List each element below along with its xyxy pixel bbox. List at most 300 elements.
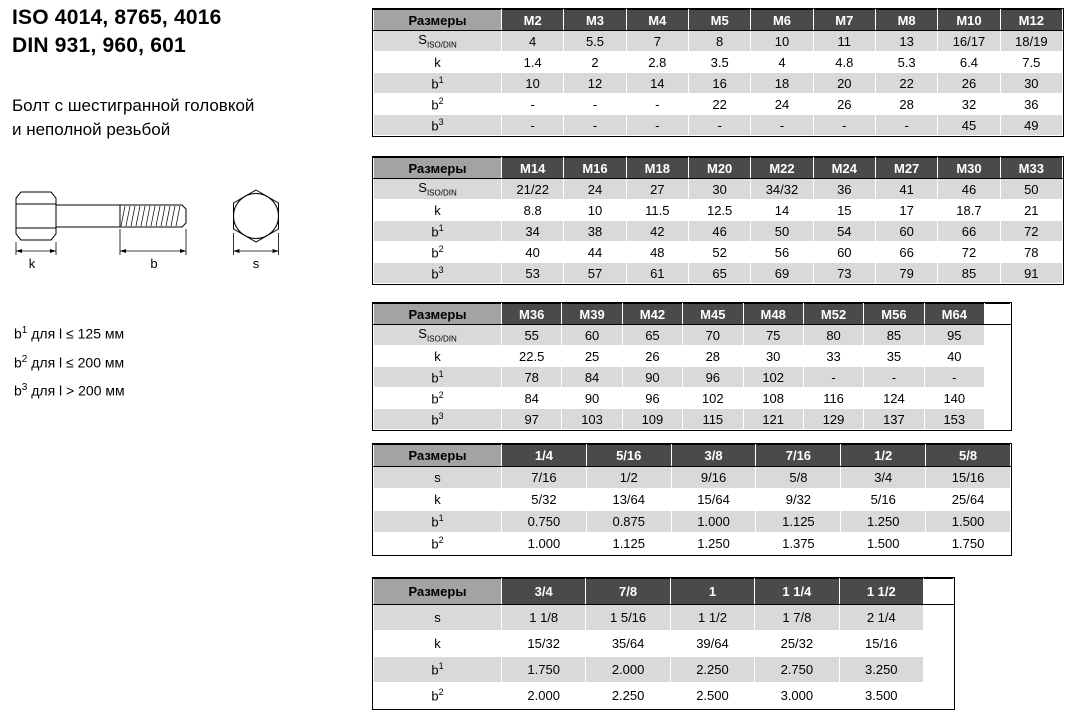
- thread-hatching: [121, 206, 180, 226]
- spec-value: -: [564, 115, 626, 136]
- column-header-size: M64: [924, 304, 984, 325]
- spec-value: -: [626, 115, 688, 136]
- row-label: $b^3$: [374, 263, 502, 284]
- spec-value: 36: [813, 179, 875, 200]
- spec-value: 96: [683, 367, 743, 388]
- spec-value: 34/32: [751, 179, 813, 200]
- dimension-s-arrow-left: [234, 249, 240, 253]
- spec-value: 96: [622, 388, 682, 409]
- spec-value: 1.125: [756, 511, 841, 533]
- note-b1: [14, 318, 125, 347]
- spec-value: 18.7: [938, 200, 1000, 221]
- spec-value: 129: [803, 409, 863, 430]
- row-label: $b^1$: [374, 367, 502, 388]
- spec-value: 80: [803, 325, 863, 346]
- spec-value: 53: [502, 263, 564, 284]
- row-label: $S_{ISO/DIN}$: [374, 179, 502, 200]
- spec-row: [374, 263, 1063, 284]
- spec-value: 84: [562, 367, 622, 388]
- spec-value: -: [688, 115, 750, 136]
- spec-value: 25/64: [926, 489, 1011, 511]
- spec-value: 13/64: [586, 489, 671, 511]
- spec-row: [374, 367, 1011, 388]
- iso-standards-line: ISO 4014, 8765, 4016: [12, 6, 222, 29]
- column-header-size: M27: [875, 158, 937, 179]
- spec-value: 153: [924, 409, 984, 430]
- column-header-size: M18: [626, 158, 688, 179]
- spec-value: 2.250: [586, 683, 670, 709]
- spec-value: -: [751, 115, 813, 136]
- spec-value: 22: [688, 94, 750, 115]
- spec-value: 25/32: [755, 631, 839, 657]
- table-body: [374, 325, 1011, 430]
- spec-value: 32: [938, 94, 1000, 115]
- spec-value: -: [502, 94, 564, 115]
- spec-value: 75: [743, 325, 803, 346]
- dimension-k-arrow-left: [16, 249, 22, 253]
- spec-value: 56: [751, 242, 813, 263]
- empty-cell: [985, 388, 1011, 409]
- spec-value: 26: [622, 346, 682, 367]
- row-label: k: [374, 346, 502, 367]
- table-body: [374, 31, 1063, 136]
- spec-row: [374, 511, 1011, 533]
- spec-value: 1.500: [841, 533, 926, 555]
- spec-value: 24: [564, 179, 626, 200]
- spec-row: [374, 489, 1011, 511]
- column-header-size: M6: [751, 10, 813, 31]
- bolt-side-view: [16, 192, 186, 240]
- metric-table-m14-m33: [373, 157, 1063, 284]
- column-header-size: M24: [813, 158, 875, 179]
- spec-row: [374, 325, 1011, 346]
- spec-row: [374, 221, 1063, 242]
- inch-table-quarter-to-fiveeighths: [373, 444, 1011, 555]
- row-label: k: [374, 489, 502, 511]
- spec-value: 15/16: [839, 631, 923, 657]
- spec-value: 3.5: [688, 52, 750, 73]
- spec-value: 22: [875, 73, 937, 94]
- spec-value: 10: [751, 31, 813, 52]
- spec-value: 91: [1000, 263, 1062, 284]
- note-b3-text: для l > 200 мм: [31, 382, 125, 399]
- column-header-empty: [924, 579, 954, 605]
- note-b2-symbol: b: [14, 354, 22, 371]
- spec-value: 25: [562, 346, 622, 367]
- bolt-technical-drawing: [8, 188, 308, 280]
- spec-value: 116: [803, 388, 863, 409]
- spec-value: 21/22: [502, 179, 564, 200]
- spec-value: 102: [743, 367, 803, 388]
- din-standards-line: DIN 931, 960, 601: [12, 34, 186, 57]
- spec-row: [374, 657, 954, 683]
- product-description: [12, 94, 254, 142]
- spec-value: 1.250: [841, 511, 926, 533]
- metric-table-1-wrap: [372, 8, 1064, 137]
- spec-value: 1 1/8: [502, 605, 586, 631]
- hexagon-outline: [234, 190, 279, 242]
- spec-value: 3.500: [839, 683, 923, 709]
- table-body: [374, 467, 1011, 555]
- column-header-size: 1/2: [841, 445, 926, 467]
- note-b2-sup: 2: [21, 353, 28, 365]
- spec-value: 5.5: [564, 31, 626, 52]
- inch-table-threequarter-to-oneandhalf: [373, 578, 954, 709]
- spec-value: -: [564, 94, 626, 115]
- spec-value: -: [813, 115, 875, 136]
- spec-value: 18/19: [1000, 31, 1062, 52]
- spec-value: 10: [502, 73, 564, 94]
- column-header-size: M56: [864, 304, 924, 325]
- spec-value: 14: [751, 200, 813, 221]
- spec-value: -: [626, 94, 688, 115]
- column-header-size: M8: [875, 10, 937, 31]
- spec-value: 102: [683, 388, 743, 409]
- spec-value: 79: [875, 263, 937, 284]
- empty-cell: [924, 605, 954, 631]
- empty-cell: [985, 346, 1011, 367]
- column-header-size: M14: [502, 158, 564, 179]
- bolt-head-outline: [16, 192, 56, 240]
- table-head: [374, 10, 1063, 31]
- hex-end-view: [234, 190, 279, 242]
- spec-row: [374, 533, 1011, 555]
- column-header-size: M7: [813, 10, 875, 31]
- spec-value: 65: [622, 325, 682, 346]
- spec-value: -: [875, 115, 937, 136]
- spec-row: [374, 388, 1011, 409]
- spec-value: 7.5: [1000, 52, 1062, 73]
- table-body: [374, 605, 954, 709]
- spec-value: 27: [626, 179, 688, 200]
- column-header-size: 5/16: [586, 445, 671, 467]
- spec-value: 2.250: [670, 657, 754, 683]
- spec-value: 1/2: [586, 467, 671, 489]
- row-label: k: [374, 52, 502, 73]
- spec-value: 16/17: [938, 31, 1000, 52]
- note-b3-symbol: b: [14, 382, 22, 399]
- spec-value: 1.375: [756, 533, 841, 555]
- spec-value: 3/4: [841, 467, 926, 489]
- column-header-size: 7/16: [756, 445, 841, 467]
- column-header-size: M22: [751, 158, 813, 179]
- spec-value: 35: [864, 346, 924, 367]
- description-line-2: и неполной резьбой: [12, 120, 171, 139]
- spec-value: 28: [875, 94, 937, 115]
- spec-value: 45: [938, 115, 1000, 136]
- row-label: $b^2$: [374, 533, 502, 555]
- column-header-sizes: Размеры: [374, 158, 502, 179]
- spec-value: 78: [502, 367, 562, 388]
- note-b2-text: для l ≤ 200 мм: [31, 354, 125, 371]
- column-header-size: M30: [938, 158, 1000, 179]
- spec-value: 140: [924, 388, 984, 409]
- row-label: s: [374, 605, 502, 631]
- column-header-size: M42: [622, 304, 682, 325]
- spec-value: 70: [683, 325, 743, 346]
- spec-value: 12.5: [688, 200, 750, 221]
- column-header-size: M48: [743, 304, 803, 325]
- spec-value: 1.250: [671, 533, 756, 555]
- spec-value: 9/16: [671, 467, 756, 489]
- table-body: [374, 179, 1063, 284]
- spec-value: 34: [502, 221, 564, 242]
- spec-value: 90: [562, 388, 622, 409]
- empty-cell: [985, 367, 1011, 388]
- spec-value: 46: [688, 221, 750, 242]
- column-header-size: 5/8: [926, 445, 1011, 467]
- spec-value: 124: [864, 388, 924, 409]
- spec-value: 0.750: [502, 511, 587, 533]
- spec-value: 72: [938, 242, 1000, 263]
- row-label: $b^1$: [374, 511, 502, 533]
- spec-value: 85: [938, 263, 1000, 284]
- spec-value: 108: [743, 388, 803, 409]
- column-header-size: M39: [562, 304, 622, 325]
- row-label: $S_{ISO/DIN}$: [374, 325, 502, 346]
- column-header-size: 3/4: [502, 579, 586, 605]
- metric-table-3-wrap: [372, 302, 1012, 431]
- table-head: [374, 579, 954, 605]
- spec-value: 15: [813, 200, 875, 221]
- column-header-size: M45: [683, 304, 743, 325]
- spec-value: 24: [751, 94, 813, 115]
- spec-value: 52: [688, 242, 750, 263]
- spec-row: [374, 31, 1063, 52]
- metric-table-m36-m64: [373, 303, 1011, 430]
- note-b2: [14, 347, 125, 376]
- spec-value: 42: [626, 221, 688, 242]
- column-header-size: 1: [670, 579, 754, 605]
- description-line-1: Болт с шестигранной головкой: [12, 96, 255, 115]
- spec-value: 26: [813, 94, 875, 115]
- spec-value: 20: [813, 73, 875, 94]
- spec-value: 15/32: [502, 631, 586, 657]
- spec-row: [374, 409, 1011, 430]
- spec-value: 39/64: [670, 631, 754, 657]
- spec-value: 4.8: [813, 52, 875, 73]
- dim-label-s: s: [252, 256, 260, 271]
- spec-value: 103: [562, 409, 622, 430]
- spec-value: 36: [1000, 94, 1062, 115]
- column-header-size: M4: [626, 10, 688, 31]
- column-header-sizes: Размеры: [374, 10, 502, 31]
- row-label: $b^2$: [374, 242, 502, 263]
- column-header-size: 1 1/2: [839, 579, 923, 605]
- spec-value: 5/8: [756, 467, 841, 489]
- column-header-empty: [985, 304, 1011, 325]
- dimension-s-arrow-right: [273, 249, 279, 253]
- spec-value: 60: [813, 242, 875, 263]
- standards-title: [12, 4, 222, 60]
- spec-value: 28: [683, 346, 743, 367]
- spec-value: 1.750: [502, 657, 586, 683]
- table-header-row: [374, 304, 1011, 325]
- spec-value: 2.8: [626, 52, 688, 73]
- dimension-b: [120, 229, 186, 271]
- table-header-row: [374, 445, 1011, 467]
- spec-value: 5/32: [502, 489, 587, 511]
- column-header-size: M5: [688, 10, 750, 31]
- spec-row: [374, 73, 1063, 94]
- column-header-size: 7/8: [586, 579, 670, 605]
- column-header-size: M33: [1000, 158, 1062, 179]
- spec-value: 1 1/2: [670, 605, 754, 631]
- dimension-b-arrow-left: [120, 249, 126, 253]
- spec-row: [374, 200, 1063, 221]
- spec-row: [374, 179, 1063, 200]
- spec-value: 5.3: [875, 52, 937, 73]
- spec-value: 46: [938, 179, 1000, 200]
- spec-value: 54: [813, 221, 875, 242]
- spec-value: 1.500: [926, 511, 1011, 533]
- table-head: [374, 445, 1011, 467]
- spec-value: 95: [924, 325, 984, 346]
- spec-row: [374, 467, 1011, 489]
- empty-cell: [985, 325, 1011, 346]
- row-label: k: [374, 631, 502, 657]
- row-label: s: [374, 467, 502, 489]
- spec-value: 17: [875, 200, 937, 221]
- table-header-row: [374, 10, 1063, 31]
- spec-value: 69: [751, 263, 813, 284]
- note-b3: [14, 375, 125, 404]
- column-header-size: 1/4: [502, 445, 587, 467]
- spec-row: [374, 631, 954, 657]
- spec-value: 57: [564, 263, 626, 284]
- spec-value: 2: [564, 52, 626, 73]
- spec-value: 1.125: [586, 533, 671, 555]
- spec-value: 10: [564, 200, 626, 221]
- spec-row: [374, 683, 954, 709]
- spec-value: 61: [626, 263, 688, 284]
- note-b1-sup: 1: [21, 325, 28, 336]
- spec-value: 35/64: [586, 631, 670, 657]
- column-header-size: M2: [502, 10, 564, 31]
- spec-value: 9/32: [756, 489, 841, 511]
- spec-value: 14: [626, 73, 688, 94]
- dimension-k-lines: [16, 242, 56, 255]
- spec-value: -: [803, 367, 863, 388]
- spec-value: 0.875: [586, 511, 671, 533]
- spec-value: -: [502, 115, 564, 136]
- empty-cell: [924, 631, 954, 657]
- column-header-size: 3/8: [671, 445, 756, 467]
- spec-value: 38: [564, 221, 626, 242]
- row-label: $b^3$: [374, 409, 502, 430]
- spec-value: 4: [502, 31, 564, 52]
- spec-value: 7: [626, 31, 688, 52]
- spec-row: [374, 242, 1063, 263]
- spec-value: 55: [502, 325, 562, 346]
- spec-value: 50: [751, 221, 813, 242]
- spec-value: 40: [502, 242, 564, 263]
- spec-value: 121: [743, 409, 803, 430]
- column-header-size: M16: [564, 158, 626, 179]
- spec-row: [374, 346, 1011, 367]
- spec-value: 30: [1000, 73, 1062, 94]
- row-label: $b^2$: [374, 388, 502, 409]
- dimension-k-arrow-right: [50, 249, 56, 253]
- dimension-b-arrow-right: [180, 249, 186, 253]
- spec-value: 11: [813, 31, 875, 52]
- spec-value: 13: [875, 31, 937, 52]
- spec-value: 3.250: [839, 657, 923, 683]
- spec-value: 137: [864, 409, 924, 430]
- spec-value: 1 5/16: [586, 605, 670, 631]
- spec-row: [374, 115, 1063, 136]
- spec-value: 41: [875, 179, 937, 200]
- length-notes: [14, 318, 125, 404]
- spec-value: 109: [622, 409, 682, 430]
- spec-value: 33: [803, 346, 863, 367]
- dim-label-k: k: [28, 256, 36, 271]
- spec-value: -: [924, 367, 984, 388]
- row-label: $b^1$: [374, 221, 502, 242]
- spec-value: 2.750: [755, 657, 839, 683]
- dimension-s-lines: [234, 233, 279, 255]
- column-header-size: 1 1/4: [755, 579, 839, 605]
- row-label: $b^1$: [374, 657, 502, 683]
- spec-value: 30: [743, 346, 803, 367]
- column-header-size: M12: [1000, 10, 1062, 31]
- spec-value: 30: [688, 179, 750, 200]
- spec-value: 8: [688, 31, 750, 52]
- spec-value: 1.750: [926, 533, 1011, 555]
- spec-value: 48: [626, 242, 688, 263]
- spec-row: [374, 605, 954, 631]
- spec-value: 26: [938, 73, 1000, 94]
- spec-value: 22.5: [502, 346, 562, 367]
- spec-value: 66: [875, 242, 937, 263]
- inscribed-circle: [234, 194, 279, 239]
- spec-value: 2.500: [670, 683, 754, 709]
- spec-value: 73: [813, 263, 875, 284]
- spec-value: 2.000: [502, 683, 586, 709]
- column-header-sizes: Размеры: [374, 445, 502, 467]
- spec-value: 50: [1000, 179, 1062, 200]
- spec-value: 1.000: [502, 533, 587, 555]
- row-label: $S_{ISO/DIN}$: [374, 31, 502, 52]
- spec-value: 84: [502, 388, 562, 409]
- column-header-size: M36: [502, 304, 562, 325]
- dim-label-b: b: [150, 256, 158, 271]
- column-header-sizes: Размеры: [374, 579, 502, 605]
- spec-value: 44: [564, 242, 626, 263]
- spec-value: 5/16: [841, 489, 926, 511]
- note-b3-sup: 3: [21, 382, 28, 394]
- spec-value: 97: [502, 409, 562, 430]
- spec-value: 2.000: [586, 657, 670, 683]
- table-header-row: [374, 579, 954, 605]
- spec-value: 40: [924, 346, 984, 367]
- column-header-size: M20: [688, 158, 750, 179]
- bolt-head-facet-lines: [16, 204, 56, 228]
- spec-value: 65: [688, 263, 750, 284]
- spec-value: 1.4: [502, 52, 564, 73]
- column-header-sizes: Размеры: [374, 304, 502, 325]
- metric-table-2-wrap: [372, 156, 1064, 285]
- spec-value: 78: [1000, 242, 1062, 263]
- row-label: k: [374, 200, 502, 221]
- spec-value: 85: [864, 325, 924, 346]
- note-b1-text: для l ≤ 125 мм: [31, 325, 125, 342]
- note-b1-symbol: b: [14, 325, 22, 342]
- spec-value: 60: [562, 325, 622, 346]
- spec-value: 90: [622, 367, 682, 388]
- spec-value: 15/64: [671, 489, 756, 511]
- spec-value: 6.4: [938, 52, 1000, 73]
